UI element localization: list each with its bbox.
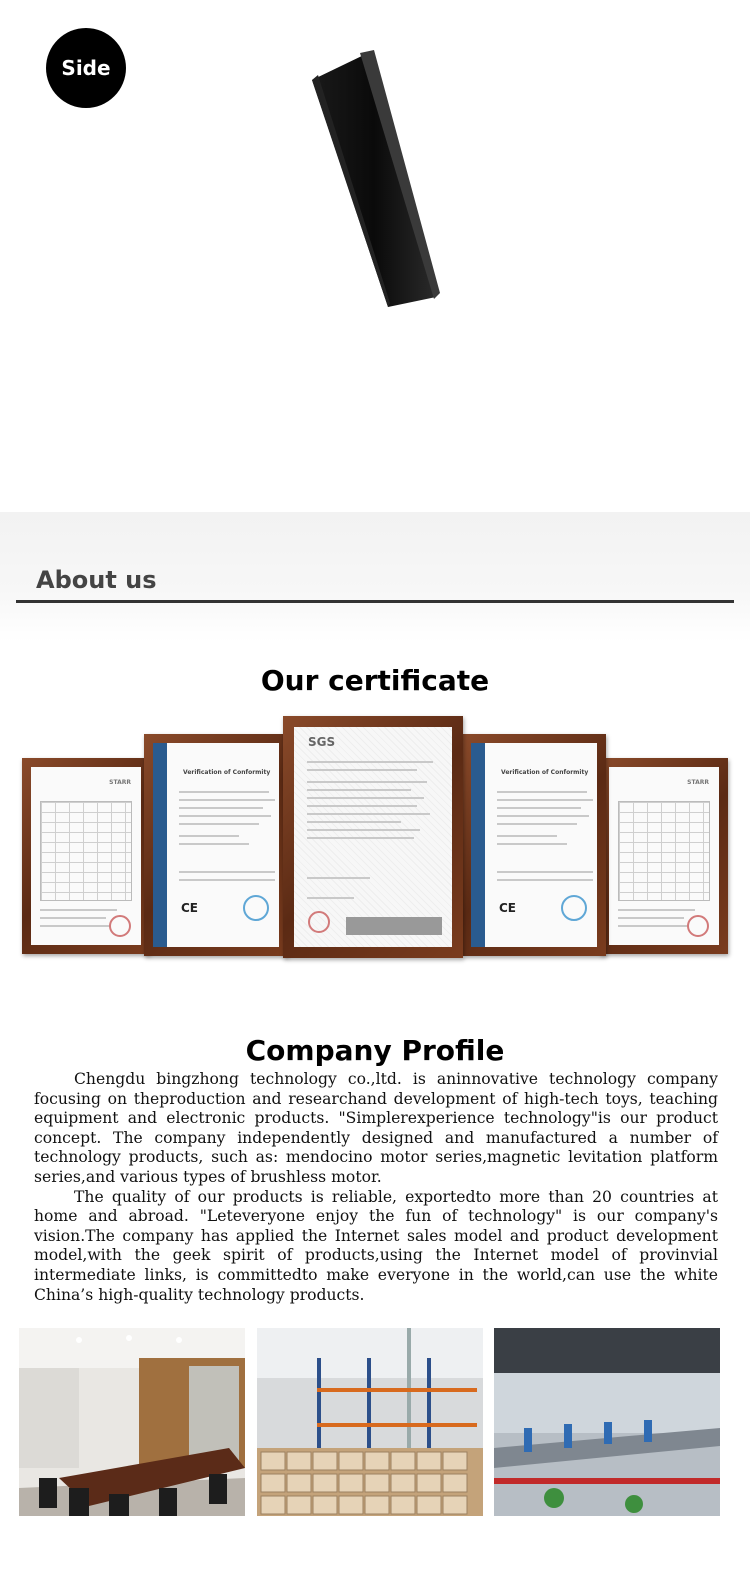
certificate-frame-4-label: Verification of Conformity <box>501 769 589 776</box>
certificate-frame-5-label: STARR <box>687 779 709 786</box>
sgs-logo: SGS <box>308 735 336 749</box>
profile-paragraph-2: The quality of our products is reliable, exportedto more than 20 countries at home and abroad. "Leteveryone enjoy the fun of technology" is our company's vision.The company has applied the Internet sales model and product development model,with the geek spirit of products,using the Internet model of provinvial intermediate links, is committedto make everyone in the world,can use the white China’s high-quality technology products. <box>34 1187 718 1304</box>
about-divider <box>16 600 734 603</box>
certificate-frame-1-label: STARR <box>109 779 131 786</box>
profile-paragraph-1: Chengdu bingzhong technology co.,ltd. is aninnovative technology company focusing on theproduction and researchand development of high-tech toys, teaching equipment and electronic products. "Simplerexperience technology"is our product concept. The company independently designed and manufactured a number of technology products, such as: mendocino motor series,magnetic levitation platform series,and various types of brushless motor. <box>34 1070 718 1186</box>
side-badge <box>46 28 126 108</box>
factory-line-photo <box>494 1328 720 1516</box>
certificate-title: Our certificate <box>260 664 490 697</box>
certificate-frame-3 <box>283 716 463 958</box>
certificate-frame-2: Verification of Conformity CE <box>144 734 288 956</box>
company-profile-text <box>34 1070 718 1305</box>
about-title: About us <box>36 566 157 594</box>
company-profile-title: Company Profile <box>245 1034 505 1067</box>
certificate-frame-1 <box>22 758 150 954</box>
warehouse-photo <box>257 1328 483 1516</box>
certificate-frame-4: Verification of Conformity CE <box>462 734 606 956</box>
certificate-frame-5 <box>600 758 728 954</box>
side-badge-label: Side <box>61 56 111 80</box>
meeting-room-photo <box>19 1328 245 1516</box>
product-side-image <box>300 45 450 315</box>
certificate-frame-2-label: Verification of Conformity <box>183 769 271 776</box>
